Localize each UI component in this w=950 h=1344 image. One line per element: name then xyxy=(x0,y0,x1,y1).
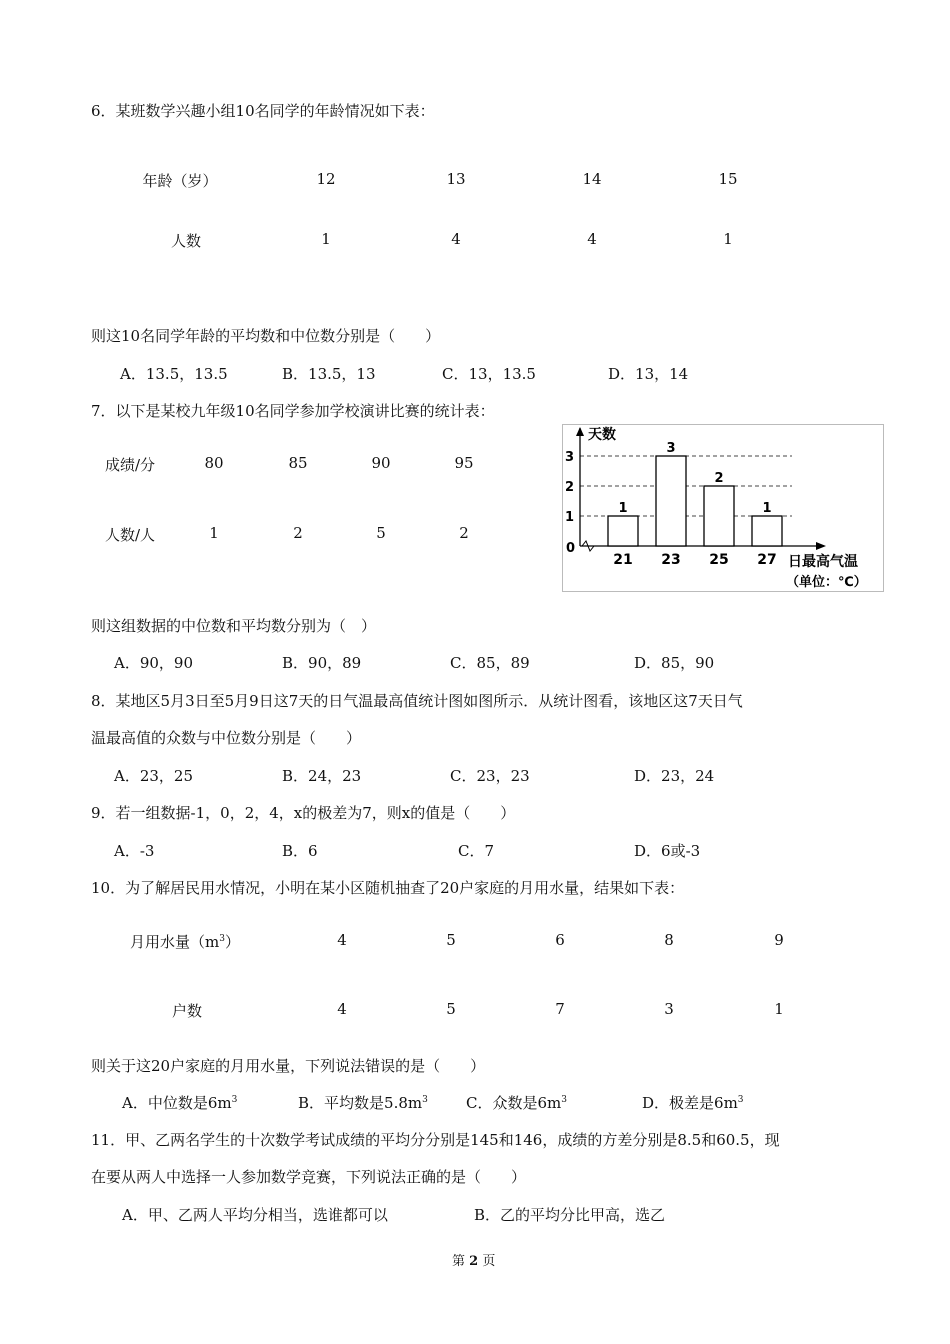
table-cell: 3 xyxy=(664,1000,674,1018)
q7-option-d: D．85，90 xyxy=(634,654,715,672)
q11-option-a: A．甲、乙两人平均分相当，选谁都可以 xyxy=(122,1206,388,1224)
temperature-bar-chart xyxy=(562,424,884,592)
q10-option-c xyxy=(466,1092,567,1113)
q10-row1-label-text: 月用水量（m xyxy=(130,933,220,951)
q10-option-b-sup: 3 xyxy=(422,1095,428,1105)
q9-option-b: B．6 xyxy=(282,842,318,860)
table-cell: 1 xyxy=(321,230,331,248)
table-cell: 90 xyxy=(371,454,391,472)
q6-row1-label: 年龄（岁） xyxy=(142,172,218,190)
y-axis-label: 天数 xyxy=(588,427,616,443)
q10-row1-label-end: ） xyxy=(224,933,240,951)
q7-stem: 7．以下是某校九年级10名同学参加学校演讲比赛的统计表： xyxy=(91,402,495,420)
table-cell: 1 xyxy=(774,1000,784,1018)
table-cell: 15 xyxy=(718,170,738,188)
q10-stem: 10．为了解居民用水情况，小明在某小区随机抽查了20户家庭的月用水量，结果如下表： xyxy=(91,879,685,897)
table-cell: 12 xyxy=(316,170,336,188)
footer-suffix: 页 xyxy=(482,1254,496,1269)
data-label: 2 xyxy=(714,471,724,486)
data-label: 1 xyxy=(618,501,628,516)
q9-option-a: A．-3 xyxy=(114,842,155,860)
q6-option-c: C．13，13.5 xyxy=(442,365,536,383)
q11-option-b: B．乙的平均分比甲高，选乙 xyxy=(474,1206,666,1224)
q6-row2-label: 人数 xyxy=(170,232,201,250)
q10-option-d xyxy=(642,1092,744,1113)
page-footer xyxy=(452,1250,495,1269)
q10-row1-label-sup: 3 xyxy=(219,934,225,944)
q10-option-b xyxy=(298,1092,428,1113)
x-tick-label: 21 xyxy=(613,552,633,568)
table-cell: 4 xyxy=(337,931,347,949)
y-axis-arrow xyxy=(576,427,584,436)
bar xyxy=(752,516,782,546)
table-cell: 1 xyxy=(723,230,733,248)
q10-option-c-text: C．众数是6m xyxy=(466,1094,562,1112)
x-axis-label: 日最高气温 xyxy=(788,554,858,570)
q7-row1-label: 成绩/分 xyxy=(104,456,156,474)
q10-option-b-text: B．平均数是5.8m xyxy=(298,1094,423,1112)
q7-question: 则这组数据的中位数和平均数分别为（ ） xyxy=(91,617,377,635)
q7-option-b: B．90，89 xyxy=(282,654,362,672)
table-cell: 85 xyxy=(288,454,308,472)
y-tick-label: 3 xyxy=(564,450,574,465)
table-cell: 7 xyxy=(555,1000,565,1018)
q7-option-a: A．90，90 xyxy=(114,654,194,672)
page-number: 2 xyxy=(469,1254,479,1269)
table-cell: 2 xyxy=(293,524,303,542)
q10-option-a-sup: 3 xyxy=(231,1095,238,1105)
q9-option-c: C．7 xyxy=(458,842,495,860)
q10-option-a-text: A．中位数是6m xyxy=(122,1094,232,1112)
q10-option-d-text: D．极差是6m xyxy=(642,1094,738,1112)
bar xyxy=(608,516,638,546)
q6-question: 则这10名同学年龄的平均数和中位数分别是（ ） xyxy=(91,327,441,345)
table-cell: 4 xyxy=(451,230,461,248)
footer-prefix: 第 xyxy=(452,1254,466,1269)
q8-option-d: D．23，24 xyxy=(634,767,715,785)
q10-option-d-sup: 3 xyxy=(737,1095,744,1105)
table-cell: 80 xyxy=(204,454,224,472)
q8-line1: 8．某地区5月3日至5月9日这7天的日气温最高值统计图如图所示．从统计图看，该地区这7天日气 xyxy=(91,692,743,710)
q7-option-c: C．85，89 xyxy=(450,654,530,672)
table-cell: 5 xyxy=(446,1000,456,1018)
q9-stem: 9．若一组数据-1，0，2，4，x的极差为7，则x的值是（ ） xyxy=(91,804,516,822)
table-cell: 5 xyxy=(446,931,456,949)
x-tick-label: 23 xyxy=(661,552,681,568)
table-cell: 14 xyxy=(582,170,602,188)
bar xyxy=(656,456,686,546)
q6-stem: 6．某班数学兴趣小组10名同学的年龄情况如下表： xyxy=(91,102,435,120)
table-cell: 4 xyxy=(337,1000,347,1018)
table-cell: 6 xyxy=(555,931,565,949)
q8-option-c: C．23，23 xyxy=(450,767,530,785)
q9-option-d: D．6或-3 xyxy=(634,842,701,860)
x-tick-label: 27 xyxy=(757,552,777,568)
y-tick-label: 1 xyxy=(564,510,574,525)
q10-option-c-sup: 3 xyxy=(561,1095,567,1105)
origin-label: 0 xyxy=(566,541,576,556)
table-cell: 5 xyxy=(376,524,386,542)
x-axis-arrow xyxy=(816,542,826,550)
q11-line1: 11．甲、乙两名学生的十次数学考试成绩的平均分分别是145和146，成绩的方差分别是8.5和60.5，现 xyxy=(91,1131,780,1149)
table-cell: 95 xyxy=(454,454,474,472)
table-cell: 9 xyxy=(774,931,784,949)
q10-question: 则关于这20户家庭的月用水量，下列说法错误的是（ ） xyxy=(91,1057,486,1075)
y-tick-label: 2 xyxy=(564,480,574,495)
table-cell: 2 xyxy=(459,524,469,542)
q8-line2: 温最高值的众数与中位数分别是（ ） xyxy=(91,729,362,747)
data-label: 3 xyxy=(666,441,676,456)
data-label: 1 xyxy=(762,501,772,516)
x-tick-label: 25 xyxy=(709,552,729,568)
q10-row2-label: 户数 xyxy=(171,1002,202,1020)
q10-option-a xyxy=(122,1092,237,1113)
table-cell: 8 xyxy=(664,931,674,949)
bar xyxy=(704,486,734,546)
x-axis-unit: （单位：℃） xyxy=(786,575,867,590)
table-cell: 13 xyxy=(446,170,466,188)
q8-option-b: B．24，23 xyxy=(282,767,362,785)
q11-line2: 在要从两人中选择一人参加数学竞赛，下列说法正确的是（ ） xyxy=(91,1168,527,1186)
table-cell: 1 xyxy=(209,524,219,542)
q8-option-a: A．23，25 xyxy=(114,767,194,785)
table-cell: 4 xyxy=(587,230,597,248)
q6-option-b: B．13.5，13 xyxy=(282,365,376,383)
q10-row1-label xyxy=(130,931,240,952)
q6-option-a: A．13.5，13.5 xyxy=(120,365,228,383)
q6-option-d: D．13，14 xyxy=(608,365,689,383)
q7-row2-label: 人数/人 xyxy=(104,526,156,544)
